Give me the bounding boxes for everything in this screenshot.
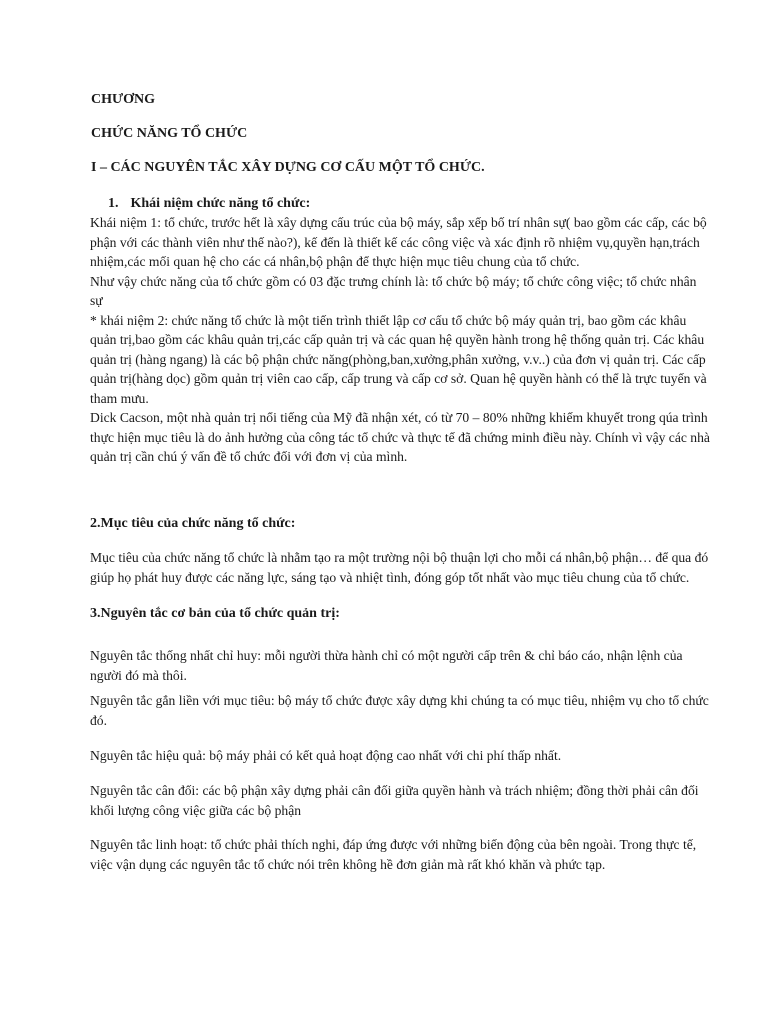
- chapter-heading: CHƯƠNG: [91, 92, 156, 107]
- paragraph: Mục tiêu của chức năng tổ chức là nhằm tạo ra một trường nội bộ thuận lợi cho mỗi cá nhân,bộ phận… để qua đó giúp họ phát huy được các năng lực, sáng tạo và nhiệt tình, đóng góp tốt nhất vào mục tiêu chung của tổ chức.: [90, 550, 709, 585]
- chapter-title: CHỨC NĂNG TỔ CHỨC: [91, 126, 248, 141]
- rule-paragraph: Nguyên tắc linh hoạt: tổ chức phải thích nghi, đáp ứng được với những biến động của bên ngoài. Trong thực tế, việc vận dụng các nguyên tắc tổ chức nói trên không hề đơn giản mà rất khó khăn và phức tạp.: [90, 837, 697, 872]
- section-1-heading: [108, 196, 310, 212]
- paragraph: Khái niệm 1: tổ chức, trước hết là xây dựng cấu trúc của bộ máy, sắp xếp bố trí nhân sự( bao gồm các cấp, các bộ phận với các thành viên như thế nào?), kế đến là thiết kế các công việc và xác định rõ nhiệm vụ,quyền hạn,trách nhiệm,các mối quan hệ cho các cá nhân,bộ phận để thực hiện mục tiêu chung của tổ chức.: [90, 215, 707, 269]
- section-1-title: Khái niệm chức năng tổ chức:: [130, 196, 311, 211]
- paragraph: Dick Cacson, một nhà quản trị nổi tiếng của Mỹ đã nhận xét, có từ 70 – 80% những khiếm khuyết trong qúa trình thực hiện mục tiêu là do ảnh hưởng của công tác tổ chức và thực tế đã chứng minh điều này. Chính vì vậy các nhà quản trị cần chú ý vấn đề tổ chức đối với đơn vị của mình.: [90, 410, 710, 464]
- rule-paragraph: Nguyên tắc hiệu quả: bộ máy phải có kết quả hoạt động cao nhất với chi phí thấp nhất.: [90, 748, 562, 763]
- section-2-heading: 2.Mục tiêu của chức năng tổ chức:: [90, 516, 296, 531]
- section-1-number: 1.: [108, 196, 119, 211]
- rule-paragraph: Nguyên tắc thống nhất chỉ huy: mỗi người thừa hành chỉ có một người cấp trên & chỉ báo cáo, nhận lệnh của người đó mà thôi.: [90, 648, 683, 683]
- paragraph: * khái niệm 2: chức năng tổ chức là một tiến trình thiết lập cơ cấu tổ chức bộ máy quản trị, bao gồm các khâu quản trị,bao gồm các khâu quản trị,các cấp quản trị và các quan hệ quyền hành trong hệ thống quản trị. Các khâu quản trị (hàng ngang) là các bộ phận chức năng(phòng,ban,xưởng,phân xưởng, v.v..) của đơn vị quản trị. Các cấp quản trị(hàng dọc) gồm quản trị viên cao cấp, cấp trung và cấp cơ sở. Quan hệ quyền hành có thể là trực tuyến và tham mưu.: [90, 312, 707, 406]
- rule-paragraph: Nguyên tắc cân đối: các bộ phận xây dựng phải cân đối giữa quyền hành và trách nhiệm; đồng thời phải cân đối khối lượng công việc giữa các bộ phận: [90, 783, 699, 818]
- part-heading: I – CÁC NGUYÊN TẮC XÂY DỰNG CƠ CẤU MỘT TỔ CHỨC.: [91, 160, 485, 175]
- rule-paragraph: Nguyên tắc gắn liền với mục tiêu: bộ máy tổ chức được xây dựng khi chúng ta có mục tiêu, nhiệm vụ cho tổ chức đó.: [90, 693, 709, 728]
- section-2-body: [90, 548, 712, 587]
- section-1-body: [90, 213, 712, 467]
- section-3-heading: 3.Nguyên tắc cơ bản của tổ chức quản trị:: [90, 606, 340, 621]
- paragraph: Như vậy chức năng của tổ chức gồm có 03 đặc trưng chính là: tổ chức bộ máy; tổ chức công việc; tổ chức nhân sự: [90, 273, 697, 308]
